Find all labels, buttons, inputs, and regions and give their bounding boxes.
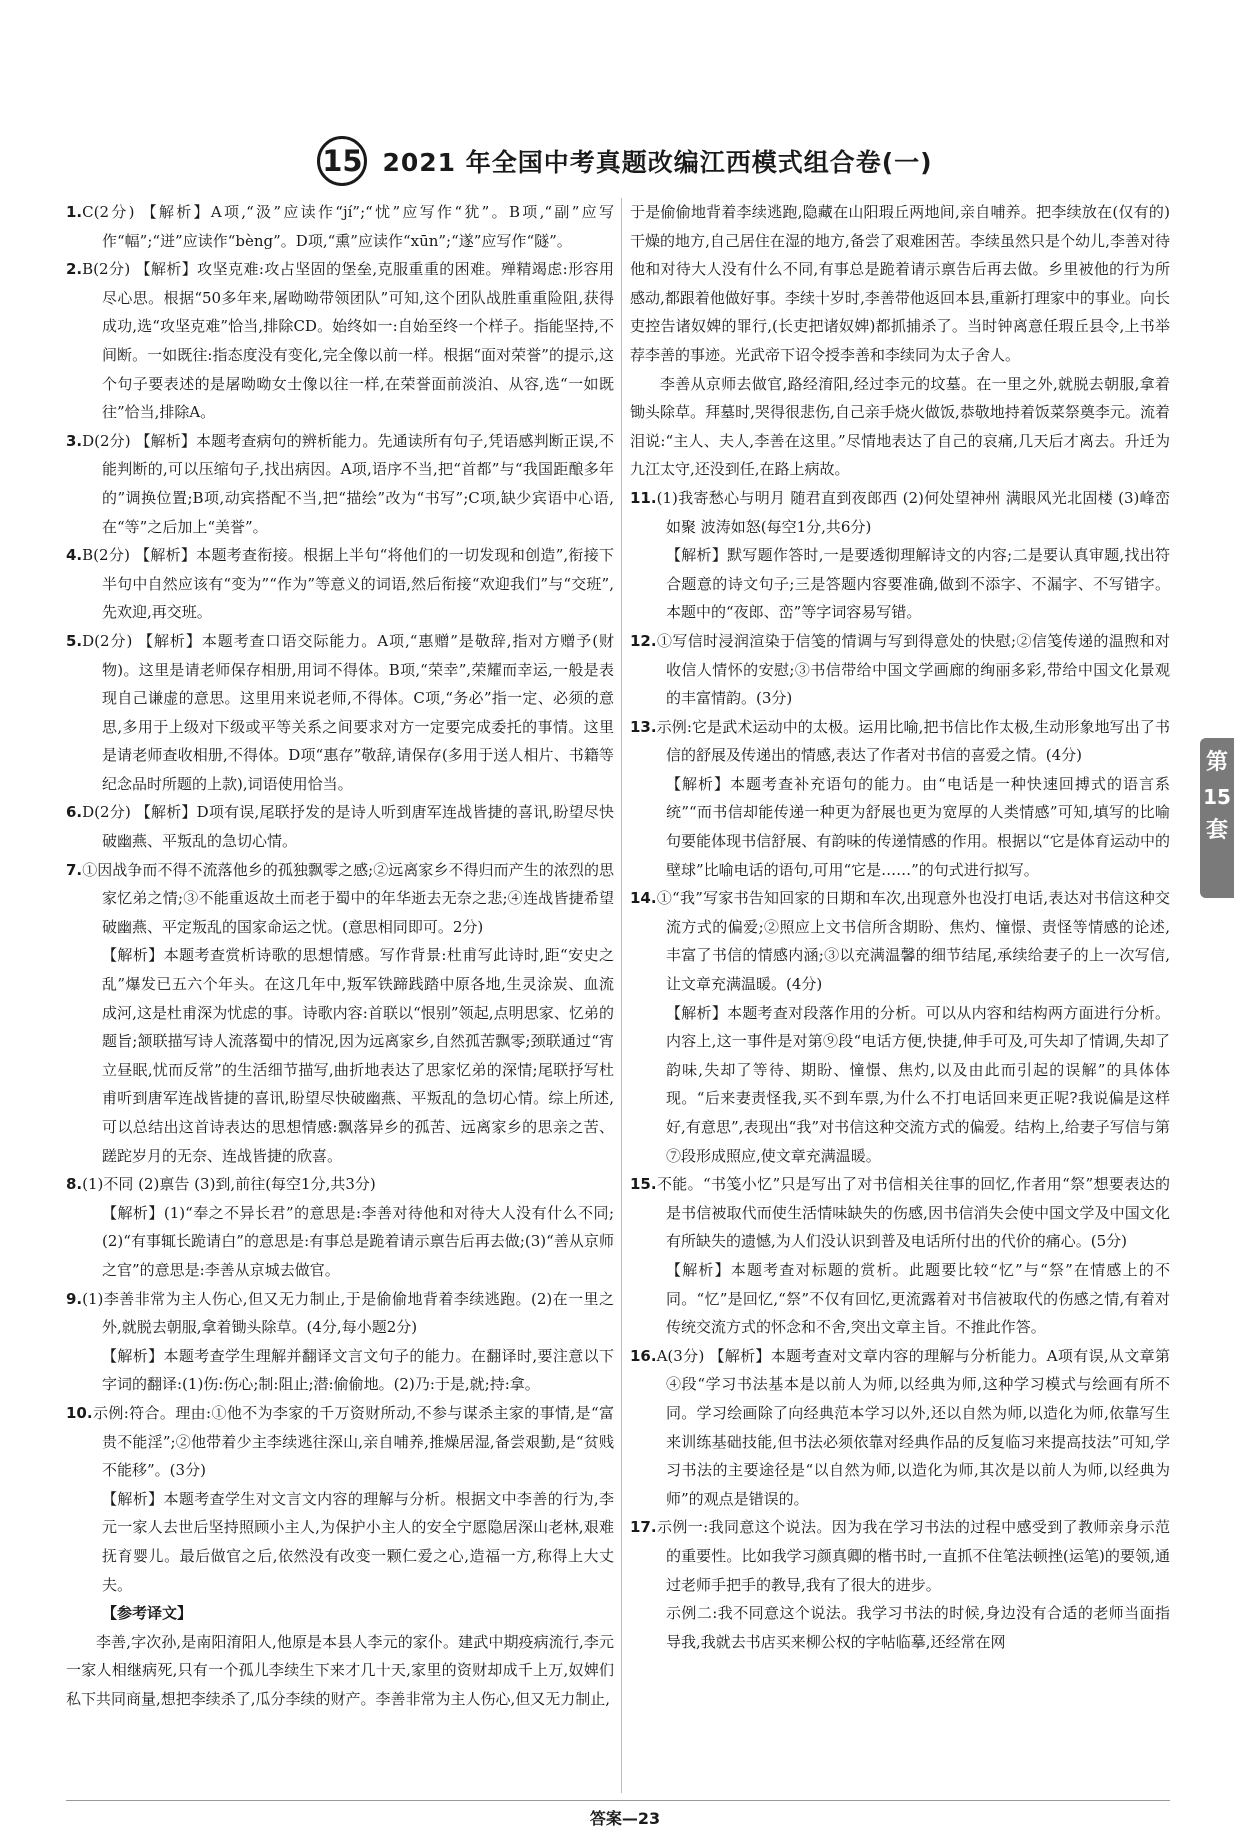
answer-9: 9.(1)李善非常为主人伤心,但又无力制止,于是偷偷地背着李续逃跑。(2)在一里之外,就脱去朝服,拿着锄头除草。(4分,每小题2分) [66,1289,614,1337]
answer-7: 7.①因战争而不得不流落他乡的孤独飘零之感;②远离家乡不得归而产生的浓烈的思家忆弟之情;③不能重返故土而老于蜀中的年华逝去无奈之悲;④连战皆捷希望破幽燕、平定叛乱的国家命运之忧。(意思相同即可。2分) [66,860,614,936]
set-index-tab [1200,738,1234,898]
column-divider [621,198,622,1793]
answer-10-analysis: 【解析】本题考查学生对文言文内容的理解与分析。根据文中李善的行为,李元一家人去世后坚持照顾小主人,为保护小主人的安全宁愿隐居深山老林,艰难抚育婴儿。最后做官之后,依然没有改变一颗仁爱之心,造福一方,称得上大丈夫。 [102,1489,614,1594]
answer-15: 15.不能。“书笺小忆”只是写出了对书信相关往事的回忆,作者用“祭”想要表达的是书信被取代而使生活情味缺失的伤感,因书信消失会使中国文学及中国文化有所缺失的遗憾,为人们没认识到普及电话所付出的代价的痛心。(5分) [630,1175,1170,1251]
tab-char-3: 套 [1205,818,1228,843]
answer-14-analysis: 【解析】本题考查对段落作用的分析。可以从内容和结构两方面进行分析。内容上,这一事件是对第⑨段“电话方便,快捷,伸手可及,可失却了情调,失却了韵味,失却了等待、期盼、憧憬、焦灼,以及由此而引起的误解”的具体体现。“后来妻责怪我,买不到车票,为什么不打电话回来更正呢?我说偏是这样好,有意思”,表现出“我”对书信这种交流方式的偏爱。结构上,给妻子写信与第⑦段形成照应,使文章充满温暖。 [666,1003,1170,1165]
answer-7-analysis: 【解析】本题考查赏析诗歌的思想情感。写作背景:杜甫写此诗时,距“安史之乱”爆发已五六个年头。在这几年中,叛军铁蹄践踏中原各地,生灵涂炭、血流成河,这是杜甫深为忧虑的事。诗歌内容:首联以“恨别”领起,点明思家、忆弟的题旨;颔联描写诗人流落蜀中的情况,因为远离家乡,自然孤苦飘零;颈联通过“宵立昼眠,忧而反常”的生活细节描写,曲折地表达了思家忆弟的深情;尾联抒写杜甫听到唐军连战皆捷的喜讯,盼望尽快破幽燕、平叛乱的急切心情。综上所述,可以总结出这首诗表达的思想情感:飘落异乡的孤苦、远离家乡的思亲之苦、蹉跎岁月的无奈、连战皆捷的欣喜。 [102,946,614,1165]
answer-8: 8.(1)不同 (2)禀告 (3)到,前往(每空1分,共3分) [66,1175,376,1194]
tab-char-2: 15 [1203,785,1231,809]
answer-1: 1.C(2分) 【解析】A项,“汲”应读作“jí”;“忧”应写作“犹”。B项,“副”应写作“幅”;“迸”应读作“bèng”。D项,“熏”应读作“xūn”;“遂”应写作“隧”。 [66,203,614,250]
reference-translation-text: 李善,字次孙,是南阳淯阳人,他原是本县人李元的家仆。建武中期疫病流行,李元一家人相继病死,只有一个孤儿李续生下来才几十天,家里的资财却成千上万,奴婢们私下共同商量,想把李续杀了,瓜分李续的财产。李善非常为主人伤心,但又无力制止, [66,1632,614,1708]
page-title [0,136,1250,196]
answer-13: 13.示例:它是武术运动中的太极。运用比喻,把书信比作太极,生动形象地写出了书信的舒展及传递出的情感,表达了作者对书信的喜爱之情。(4分) [630,717,1170,765]
page-number: 答案—23 [589,1809,661,1828]
set-number-badge: 15 [317,136,367,186]
answer-8-analysis: 【解析】(1)“奉之不异长君”的意思是:李善对待他和对待大人没有什么不同;(2)“有事辄长跪请白”的意思是:有事总是跪着请示禀告后再去做;(3)“善从京师之官”的意思是:李善从京城去做官。 [102,1203,614,1279]
reference-translation-title: 【参考译文】 [102,1604,193,1623]
translation-continued-2: 李善从京师去做官,路经淯阳,经过李元的坟墓。在一里之外,就脱去朝服,拿着锄头除草。拜墓时,哭得很悲伤,自己亲手烧火做饭,恭敬地持着饭菜祭奠李元。流着泪说:“主人、夫人,李善在这里。”尽情地表达了自己的哀痛,几天后才离去。升迁为九江太守,还没到任,在路上病故。 [630,374,1170,479]
left-column [66,198,614,1793]
answer-17-example-2: 示例二:我不同意这个说法。我学习书法的时候,身边没有合适的老师当面指导我,我就去书店买来柳公权的字帖临摹,还经常在网 [666,1604,1170,1651]
answer-5: 5.D(2分) 【解析】本题考查口语交际能力。A项,“惠赠”是敬辞,指对方赠予(财物)。这里是请老师保存相册,用词不得体。B项,“荣幸”,荣耀而幸运,一般是表现自己谦虚的意思。这里用来说老师,不得体。C项,“务必”指一定、必须的意思,多用于上级对下级或平等关系之间要求对方一定要完成委托的事情。这里是请老师查收相册,不得体。D项“惠存”敬辞,请保存(多用于送人相片、书籍等纪念品时所题的上款),词语使用恰当。 [66,631,614,793]
answer-11: 11.(1)我寄愁心与明月 随君直到夜郎西 (2)何处望神州 满眼风光北固楼 (3)峰峦如聚 波涛如怒(每空1分,共6分) [630,488,1170,536]
answer-6: 6.D(2分) 【解析】D项有误,尾联抒发的是诗人听到唐军连战皆捷的喜讯,盼望尽快破幽燕、平叛乱的急切心情。 [66,803,614,851]
answer-10: 10.示例:符合。理由:①他不为李家的千万资财所动,不参与谋杀主家的事情,是“富贵不能淫”;②他带着少主李续逃往深山,亲自哺养,推燥居湿,备尝艰勤,是“贫贱不能移”。(3分) [66,1403,614,1480]
tab-char-1: 第 [1205,750,1228,775]
answer-16: 16.A(3分) 【解析】本题考查对文章内容的理解与分析能力。A项有误,从文章第④段“学习书法基本是以前人为师,以经典为师,这种学习模式与绘画有所不同。学习绘画除了向经典范本学习以外,还以自然为师,以造化为师,依靠写生来训练基础技能,但书法必须依靠对经典作品的反复临习来提高技法”可知,学习书法的主要途径是“以自然为师,以造化为师,其次是以前人为师,以经典为师”的观点是错误的。 [630,1346,1170,1508]
answer-13-analysis: 【解析】本题考查补充语句的能力。由“电话是一种快速回搏式的语言系统”“而书信却能传递一种更为舒展也更为宽厚的人类情感”可知,填写的比喻句要能体现书信舒展、有韵味的传递情感的作用。根据以“它是体育运动中的壁球”比喻电话的语句,可用“它是……”的句式进行拟写。 [666,774,1170,879]
answer-9-analysis: 【解析】本题考查学生理解并翻译文言文句子的能力。在翻译时,要注意以下字词的翻译:(1)伤:伤心;制:阻止;潜:偷偷地。(2)乃:于是,就;持:拿。 [102,1346,614,1394]
answer-17: 17.示例一:我同意这个说法。因为我在学习书法的过程中感受到了教师亲身示范的重要性。比如我学习颜真卿的楷书时,一直抓不住笔法顿挫(运笔)的要领,通过老师手把手的教导,我有了很大的进步。 [630,1518,1170,1594]
footer-divider [66,1800,1170,1801]
right-column [630,198,1170,1793]
answer-2: 2.B(2分) 【解析】攻坚克难:攻占坚固的堡垒,克服重重的困难。殚精竭虑:形容用尽心思。根据“50多年来,屠呦呦带领团队”可知,这个团队战胜重重险阻,获得成功,选“攻坚克难”恰当,排除CD。始终如一:自始至终一个样子。指能坚持,不间断。一如既往:指态度没有变化,完全像以前一样。根据“面对荣誉”的提示,这个句子要表述的是屠呦呦女士像以往一样,在荣誉面前淡泊、从容,选“一如既往”恰当,排除A。 [66,260,614,422]
title-text: 2021 年全国中考真题改编江西模式组合卷(一) [382,148,933,177]
answer-4: 4.B(2分) 【解析】本题考查衔接。根据上半句“将他们的一切发现和创造”,衔接下半句中自然应该有“变为”“作为”等意义的词语,然后衔接“欢迎我们”与“交班”,先欢迎,再交班。 [66,546,614,622]
answer-11-analysis: 【解析】默写题作答时,一是要透彻理解诗文的内容;二是要认真审题,找出符合题意的诗文句子;三是答题内容要准确,做到不添字、不漏字、不写错字。本题中的“夜郎、峦”等字词容易写错。 [666,546,1170,622]
answer-14: 14.①“我”写家书告知回家的日期和车次,出现意外也没打电话,表达对书信这种交流方式的偏爱;②照应上文书信所含期盼、焦灼、憧憬、责怪等情感的论述,丰富了书信的情感内涵;③以充满温馨的细节结尾,承续给妻子的上一次写信,让文章充满温暖。(4分) [630,889,1170,994]
translation-continued-1: 于是偷偷地背着李续逃跑,隐藏在山阳瑕丘两地间,亲自哺养。把李续放在(仅有的)干燥的地方,自己居住在湿的地方,备尝了艰难困苦。李续虽然只是个幼儿,李善对待他和对待大人没有什么不同,有事总是跪着请示禀告后再去做。乡里被他的行为所感动,都跟着他做好事。李续十岁时,李善带他返回本县,重新打理家中的事业。向长吏控告诸奴婢的罪行,(长吏把诸奴婢)都抓捕杀了。当时钟离意任瑕丘县令,上书举荐李善的事迹。光武帝下诏令授李善和李续同为太子舍人。 [630,203,1170,364]
answer-15-analysis: 【解析】本题考查对标题的赏析。此题要比较“忆”与“祭”在情感上的不同。“忆”是回忆,“祭”不仅有回忆,更流露着对书信被取代的伤感之情,有着对传统交流方式的怀念和不舍,突出文章主旨。不推此作答。 [666,1260,1170,1337]
answer-3: 3.D(2分) 【解析】本题考查病句的辨析能力。先通读所有句子,凭语感判断正误,不能判断的,可以压缩句子,找出病因。A项,语序不当,把“首都”与“我国距酿多年的”调换位置;B项,动宾搭配不当,把“描绘”改为“书写”;C项,缺少宾语中心语,在“等”之后加上“美誉”。 [66,431,614,536]
answer-12: 12.①写信时浸润渲染于信笺的情调与写到得意处的快慰;②信笺传递的温煦和对收信人情怀的安慰;③书信带给中国文学画廊的绚丽多彩,带给中国文化景观的丰富情韵。(3分) [630,631,1170,708]
